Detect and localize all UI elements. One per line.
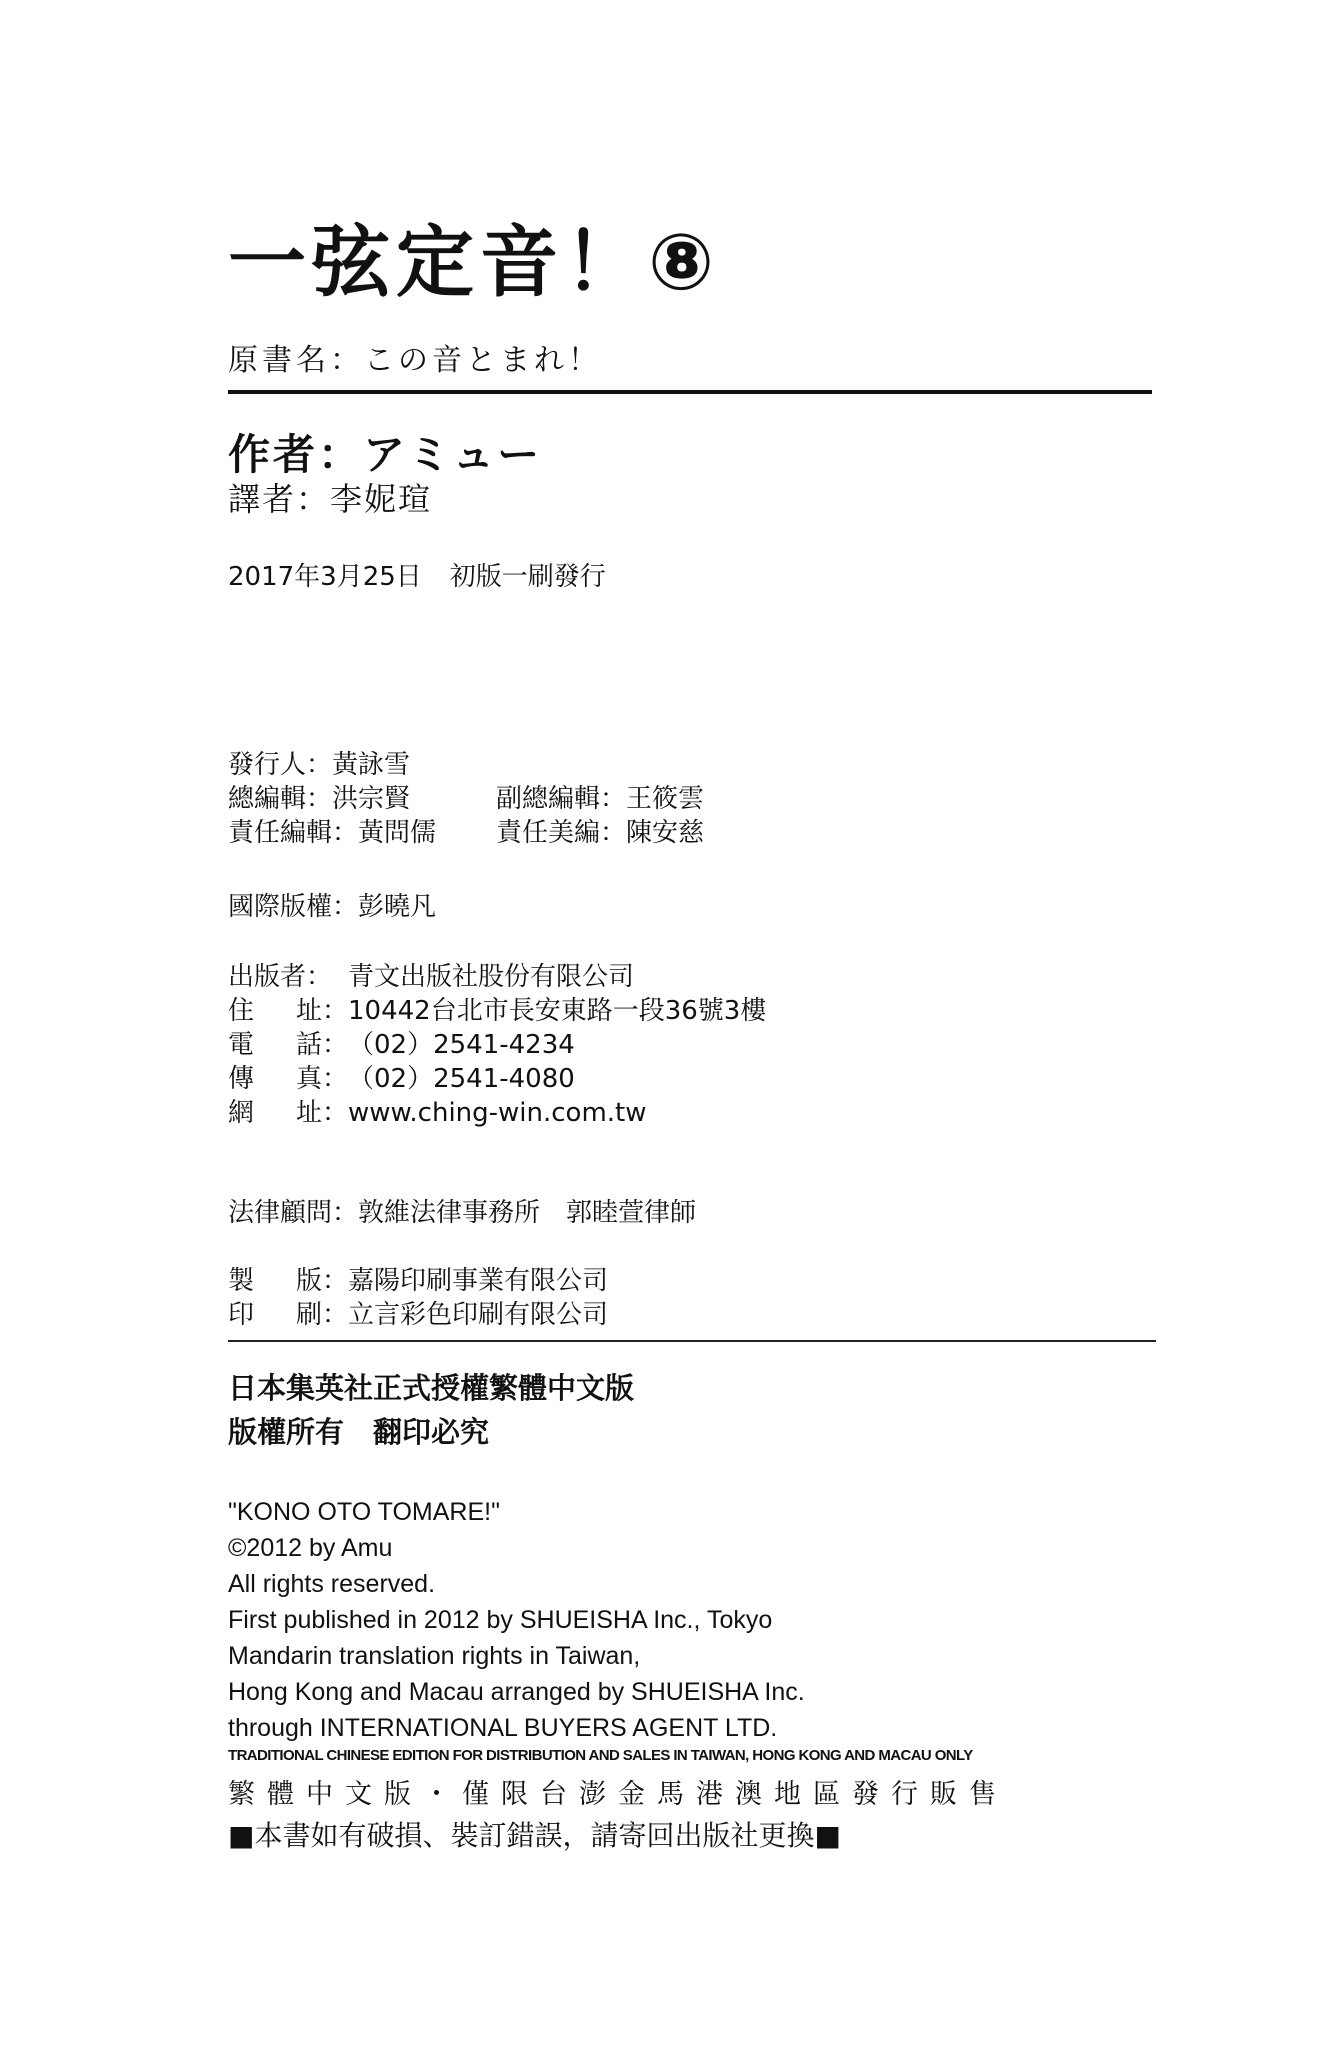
distribution-notice-en: TRADITIONAL CHINESE EDITION FOR DISTRIBUTION AND SALES IN TAIWAN, HONG KONG AND MACAU ONLY bbox=[228, 1747, 973, 1764]
distribution-notice-zh: 繁體中文版・僅限台澎金馬港澳地區發行販售 bbox=[228, 1779, 1008, 1810]
book-title: 一弦定音！⑧ bbox=[228, 218, 721, 308]
english-line: First published in 2012 by SHUEISHA Inc., Tokyo bbox=[228, 1606, 773, 1634]
chief-editor: 總編輯：洪宗賢 bbox=[228, 784, 411, 814]
edition-print: 初版一刷發行 bbox=[449, 562, 606, 592]
publisher-website: www.ching-win.com.tw bbox=[348, 1098, 647, 1128]
edition-date: 2017年3月25日 bbox=[228, 562, 422, 592]
legal-counsel: 法律顧問：敦維法律事務所 郭睦萱律師 bbox=[228, 1198, 697, 1228]
english-line: All rights reserved. bbox=[228, 1570, 436, 1598]
address-label-b: 址： bbox=[295, 996, 348, 1026]
authorization-line: 日本集英社正式授權繁體中文版 bbox=[228, 1371, 635, 1405]
editor: 責任編輯：黃問儒 bbox=[228, 818, 437, 848]
staff-credits bbox=[228, 748, 704, 850]
deputy-chief-editor: 副總編輯：王筱雲 bbox=[496, 784, 705, 814]
art-editor: 責任美編：陳安慈 bbox=[496, 818, 705, 848]
fax-label-b: 真： bbox=[295, 1064, 348, 1094]
english-line: ©2012 by Amu bbox=[228, 1534, 393, 1562]
english-line: Hong Kong and Macau arranged by SHUEISHA Inc. bbox=[228, 1678, 805, 1706]
section-divider bbox=[228, 1340, 1156, 1342]
phone-label-a: 電 bbox=[228, 1030, 255, 1060]
english-copyright bbox=[228, 1494, 805, 1746]
english-line: through INTERNATIONAL BUYERS AGENT LTD. bbox=[228, 1714, 778, 1742]
author-line: 作者：アミュー bbox=[228, 430, 543, 479]
publisher-person: 發行人：黃詠雪 bbox=[228, 750, 411, 780]
translator-line: 譯者：李妮瑄 bbox=[228, 480, 433, 518]
phone-label-b: 話： bbox=[295, 1030, 348, 1060]
english-line: "KONO OTO TOMARE!" bbox=[228, 1498, 500, 1526]
production-info bbox=[228, 1264, 608, 1332]
publisher-fax: （02）2541-4080 bbox=[348, 1064, 575, 1094]
web-label-a: 網 bbox=[228, 1098, 255, 1128]
original-title: 原書名：この音とまれ！ bbox=[228, 343, 602, 378]
title-divider bbox=[228, 390, 1152, 394]
printer: 立言彩色印刷有限公司 bbox=[348, 1300, 609, 1330]
copyright-notice: 版權所有 翻印必究 bbox=[228, 1415, 490, 1449]
plate-label-b: 版： bbox=[295, 1266, 348, 1296]
publisher-address: 10442台北市長安東路一段36號3樓 bbox=[348, 996, 767, 1026]
publisher-name-label: 出版者： bbox=[228, 962, 333, 992]
web-label-b: 址： bbox=[295, 1098, 348, 1128]
print-label-b: 刷： bbox=[295, 1300, 348, 1330]
defect-notice: ■本書如有破損、裝訂錯誤，請寄回出版社更換■ bbox=[228, 1819, 841, 1852]
edition-line bbox=[228, 556, 606, 593]
rights-manager: 國際版權：彭曉凡 bbox=[228, 892, 437, 922]
plate-maker: 嘉陽印刷事業有限公司 bbox=[348, 1266, 609, 1296]
fax-label-a: 傳 bbox=[228, 1064, 255, 1094]
address-label-a: 住 bbox=[228, 996, 255, 1026]
publisher-name: 青文出版社股份有限公司 bbox=[348, 962, 635, 992]
publisher-info bbox=[228, 960, 766, 1130]
print-label-a: 印 bbox=[228, 1300, 255, 1330]
english-line: Mandarin translation rights in Taiwan, bbox=[228, 1642, 641, 1670]
publisher-phone: （02）2541-4234 bbox=[348, 1030, 575, 1060]
plate-label-a: 製 bbox=[228, 1266, 255, 1296]
